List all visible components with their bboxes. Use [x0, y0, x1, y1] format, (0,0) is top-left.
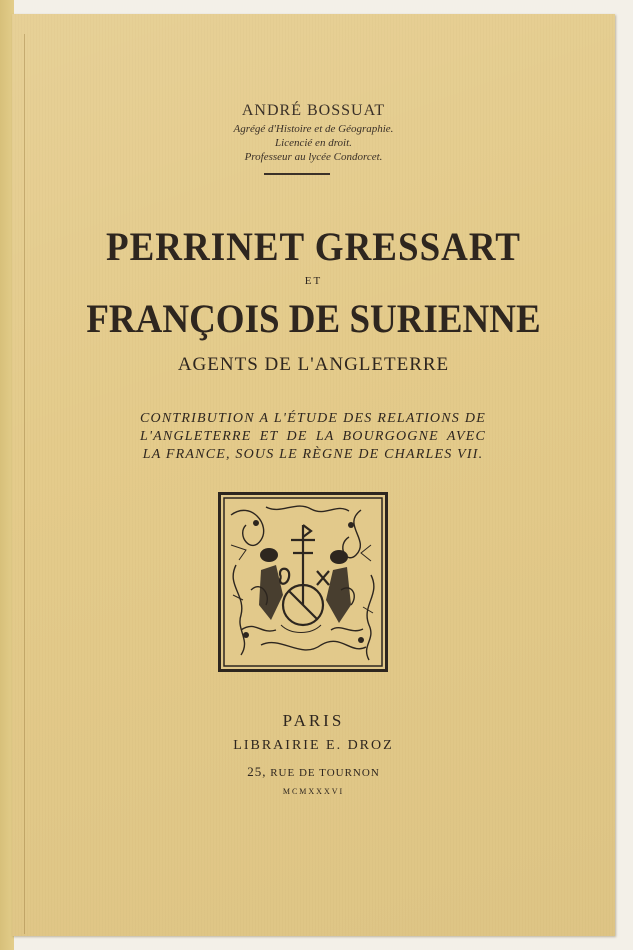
publication-year: MCMXXXVI	[282, 787, 345, 796]
spine-crease	[24, 34, 25, 934]
credential-line: Agrégé d'Histoire et de Géographie.	[233, 123, 394, 135]
credential-line: Professeur au lycée Condorcet.	[244, 151, 383, 163]
address-number: 25,	[247, 764, 267, 779]
subtitle: AGENTS DE L'ANGLETERRE	[177, 354, 450, 375]
title-line-1: PERRINET GRESSART	[106, 225, 521, 270]
title-conjunction: ET	[304, 275, 323, 287]
publication-place: PARIS	[282, 711, 345, 730]
book-cover	[12, 14, 615, 936]
title-line-2: FRANÇOIS DE SURIENNE	[86, 297, 541, 342]
address-street: RUE DE TOURNON	[270, 767, 380, 779]
divider-rule	[264, 173, 330, 175]
contribution-text: CONTRIBUTION A L'ÉTUDE DES RELATIONS DE L'ANGLETERRE ET DE LA BOURGOGNE AVEC LA FRANCE, SOUS LE RÈGNE DE CHARLES VII.	[140, 411, 486, 462]
printers-mark-emblem	[218, 492, 388, 672]
author-credentials	[12, 122, 615, 164]
credential-line: Licencié en droit.	[275, 137, 352, 149]
printers-mark-illustration	[221, 495, 385, 669]
publisher-address	[12, 764, 615, 780]
publisher-name: LIBRAIRIE E. DROZ	[233, 738, 394, 753]
author-name: ANDRÉ BOSSUAT	[241, 102, 386, 119]
